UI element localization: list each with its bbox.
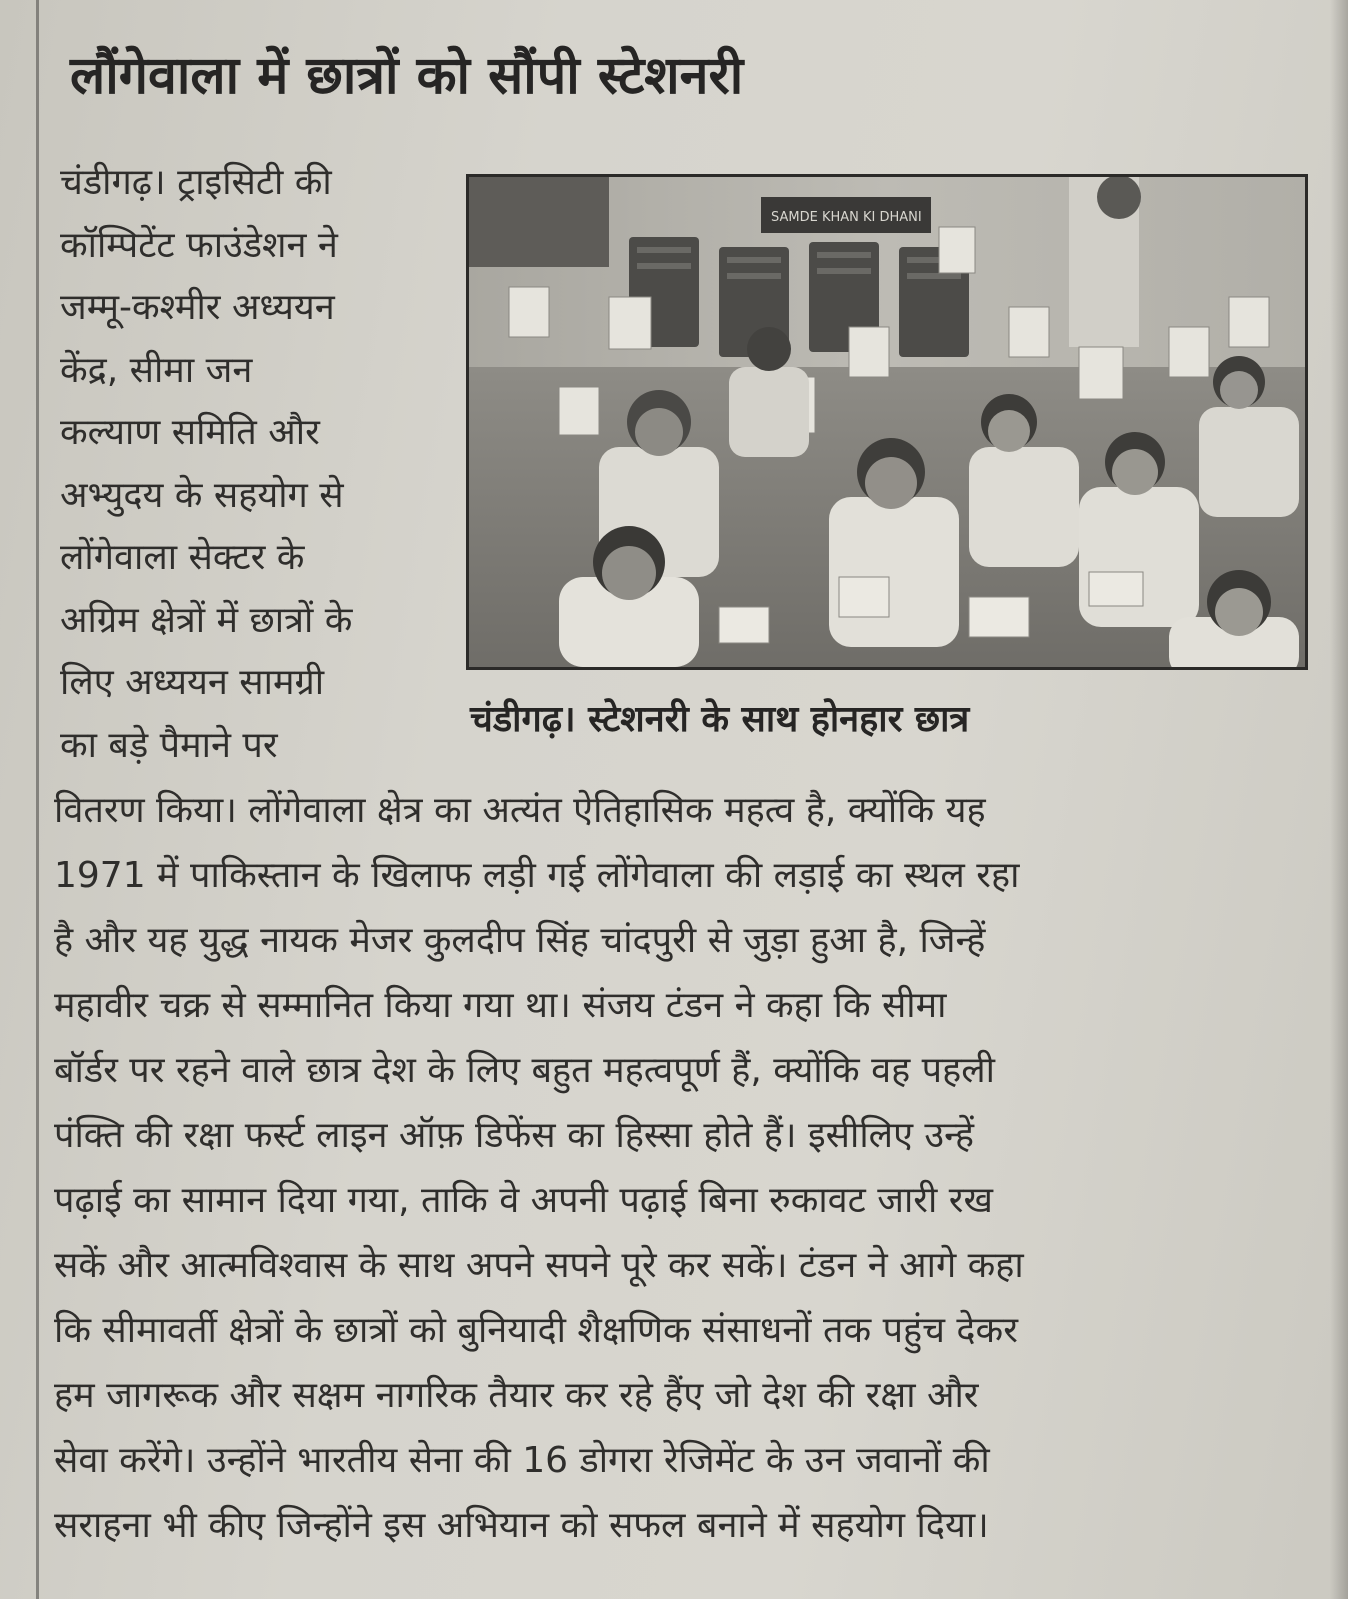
- lead-line: जम्मू-कश्मीर अध्ययन: [60, 287, 335, 328]
- lead-line: कॉम्पिटेंट फाउंडेशन ने: [60, 224, 338, 266]
- lead-line: अग्रिम क्षेत्रों में छात्रों के: [60, 599, 353, 641]
- headline: लौंगेवाला में छात्रों को सौंपी स्टेशनरी: [70, 46, 744, 106]
- photo-students-with-stationery: [469, 177, 1305, 667]
- body-line: 1971 में पाकिस्तान के खिलाफ लड़ी गई लोंगेवाला की लड़ाई का स्थल रहा: [54, 855, 1020, 896]
- body-line: पंक्ति की रक्षा फर्स्ट लाइन ऑफ़ डिफेंस का हिस्सा होते हैं। इसीलिए उन्हें: [54, 1115, 975, 1156]
- photo-caption: चंडीगढ़। स्टेशनरी के साथ होनहार छात्र: [470, 699, 970, 740]
- page-edge-shadow: [1330, 0, 1348, 1599]
- body-line: सकें और आत्मविश्वास के साथ अपने सपने पूरे कर सकें। टंडन ने आगे कहा: [54, 1245, 1024, 1286]
- column-rule: [36, 0, 39, 1599]
- lead-line: अभ्युदय के सहयोग से: [60, 474, 344, 516]
- body-line: सेवा करेंगे। उन्होंने भारतीय सेना की 16 डोगरा रेजिमेंट के उन जवानों की: [54, 1440, 990, 1481]
- news-photo: [466, 174, 1308, 670]
- lead-line: कल्याण समिति और: [60, 412, 320, 453]
- lead-line: लिए अध्ययन सामग्री: [60, 662, 325, 703]
- body-line: पढ़ाई का सामान दिया गया, ताकि वे अपनी पढ़ाई बिना रुकावट जारी रख: [54, 1180, 993, 1221]
- lead-line: का बड़े पैमाने पर: [60, 724, 278, 766]
- body-line: वितरण किया। लोंगेवाला क्षेत्र का अत्यंत ऐतिहासिक महत्व है, क्योंकि यह: [54, 790, 986, 831]
- article-body: [54, 778, 1314, 1558]
- sign-board-text: SAMDE KHAN KI DHANI: [771, 210, 922, 225]
- lead-line: केंद्र, सीमा जन: [60, 349, 253, 391]
- body-line: हम जागरूक और सक्षम नागरिक तैयार कर रहे हैंए जो देश की रक्षा और: [54, 1375, 979, 1416]
- body-line: बॉर्डर पर रहने वाले छात्र देश के लिए बहुत महत्वपूर्ण हैं, क्योंकि वह पहली: [54, 1050, 995, 1091]
- body-line: है और यह युद्ध नायक मेजर कुलदीप सिंह चांदपुरी से जुड़ा हुआ है, जिन्हें: [54, 920, 986, 961]
- body-line: सराहना भी कीए जिन्होंने इस अभियान को सफल बनाने में सहयोग दिया।: [54, 1505, 989, 1546]
- lead-paragraph: [60, 152, 460, 777]
- lead-line: लोंगेवाला सेक्टर के: [60, 537, 305, 578]
- lead-line: चंडीगढ़। ट्राइसिटी की: [60, 162, 332, 203]
- body-line: कि सीमावर्ती क्षेत्रों के छात्रों को बुनियादी शैक्षणिक संसाधनों तक पहुंच देकर: [54, 1310, 1018, 1351]
- body-line: महावीर चक्र से सम्मानित किया गया था। संजय टंडन ने कहा कि सीमा: [54, 985, 947, 1026]
